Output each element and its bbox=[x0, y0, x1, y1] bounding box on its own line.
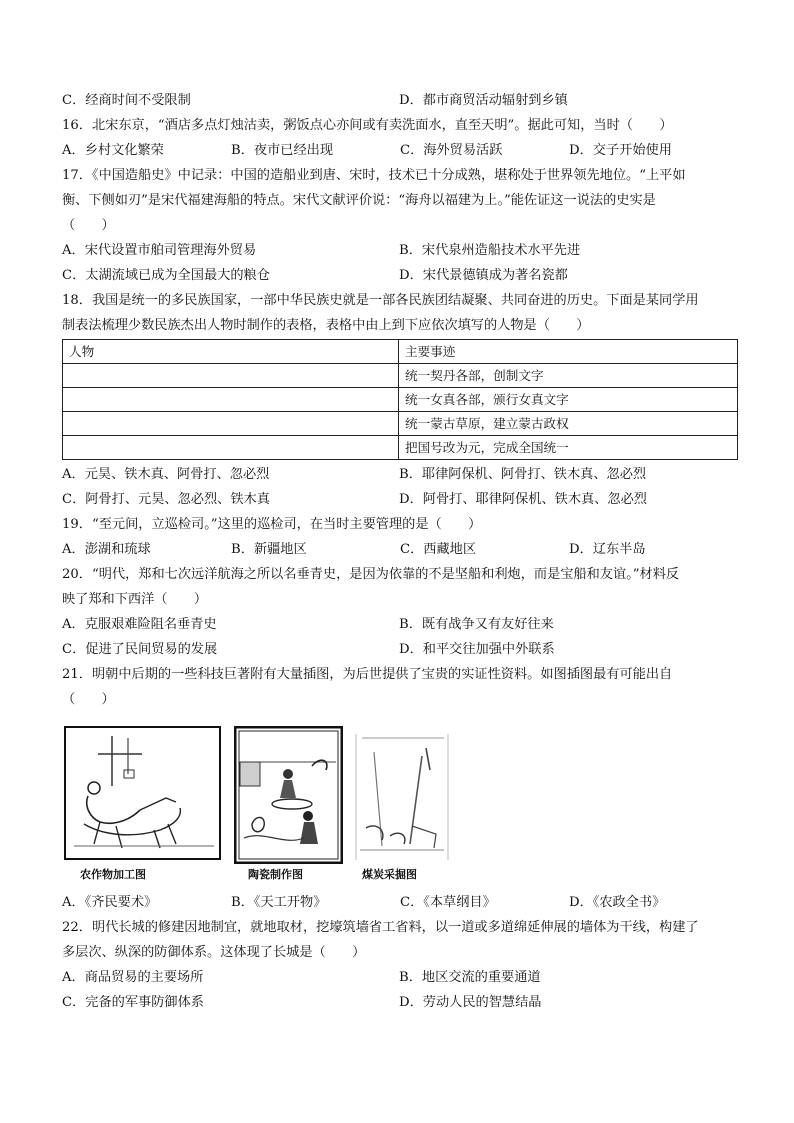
q20-option-c[interactable]: C．促进了民间贸易的发展 bbox=[62, 642, 218, 657]
q16-option-b[interactable]: B．夜市已经出现 bbox=[231, 143, 334, 158]
q17-option-d[interactable]: D．宋代景德镇成为著名瓷都 bbox=[399, 268, 568, 283]
coal-mining-illustration bbox=[352, 726, 452, 864]
q20-option-d[interactable]: D．和平交往加强中外联系 bbox=[399, 642, 555, 657]
q20-options-row1 bbox=[62, 612, 740, 637]
q17-options-row2 bbox=[62, 263, 740, 288]
q18-stem-line1: 18．我国是统一的多民族国家，一部中华民族史就是一部各民族团结凝聚、共同奋进的历史。下面是某同学用 bbox=[62, 293, 699, 308]
q19-option-c[interactable]: C．西藏地区 bbox=[400, 542, 477, 557]
q17-option-b[interactable]: B．宋代泉州造船技术水平先进 bbox=[399, 243, 581, 258]
q17-option-a[interactable]: A．宋代设置市舶司管理海外贸易 bbox=[62, 243, 257, 258]
q22-stem-line1: 22．明代长城的修建因地制宜，就地取材，挖壕筑墙省工省料，以一道或多道绵延伸展的墙体为干线，构建了 bbox=[62, 920, 699, 935]
table-row bbox=[63, 436, 738, 460]
table-cell-person bbox=[63, 364, 399, 388]
table-row bbox=[63, 388, 738, 412]
table-header-row bbox=[63, 340, 738, 364]
q17-option-c[interactable]: C．太湖流域已成为全国最大的粮仓 bbox=[62, 268, 270, 283]
q22-option-d[interactable]: D．劳动人民的智慧结晶 bbox=[399, 995, 542, 1010]
q18-option-d[interactable]: D．阿骨打、耶律阿保机、铁木真、忽必烈 bbox=[399, 492, 647, 507]
q21-stem-line1: 21．明朝中后期的一些科技巨著附有大量插图，为后世提供了宝贵的实证性资料。如图插图最有可能出自 bbox=[62, 667, 673, 682]
q22-stem-line2: 多层次、纵深的防御体系。这体现了长城是（ ） bbox=[62, 945, 366, 960]
q21-option-a[interactable]: A．《齐民要术》 bbox=[62, 895, 158, 910]
q17-stem-line2: 衡、下侧如刃”是宋代福建海船的特点。宋代文献评价说：“海舟以福建为上。”能佐证这一说法的史实是 bbox=[62, 193, 656, 208]
q20-stem-line1: 20．“明代，郑和七次远洋航海之所以名垂青史，是因为依靠的不是坚船和利炮，而是宝船和友谊。”材料反 bbox=[62, 567, 680, 582]
q21-options bbox=[62, 890, 740, 915]
table-row bbox=[63, 364, 738, 388]
q22-option-c[interactable]: C．完备的军事防御体系 bbox=[62, 995, 204, 1010]
table-cell-deeds: 统一契丹各部，创制文字 bbox=[399, 364, 738, 388]
table-cell-person bbox=[63, 436, 399, 460]
caption-coal-mining: 煤炭采掘图 bbox=[362, 868, 417, 881]
q15-option-c[interactable]: C．经商时间不受限制 bbox=[62, 93, 191, 108]
q20-options-row2 bbox=[62, 637, 740, 662]
q22-options-row1 bbox=[62, 965, 740, 990]
q18-table bbox=[62, 339, 738, 460]
q16-option-a[interactable]: A．乡村文化繁荣 bbox=[62, 143, 164, 158]
q21-illustrations bbox=[62, 712, 740, 890]
table-header-deeds: 主要事迹 bbox=[399, 340, 738, 364]
table-cell-deeds: 统一女真各部，颁行女真文字 bbox=[399, 388, 738, 412]
q22-option-a[interactable]: A．商品贸易的主要场所 bbox=[62, 970, 204, 985]
q19-option-a[interactable]: A．澎湖和琉球 bbox=[62, 542, 151, 557]
q21-option-d[interactable]: D．《农政全书》 bbox=[569, 895, 666, 910]
exam-page bbox=[62, 88, 740, 1015]
crop-processing-illustration bbox=[64, 726, 221, 860]
q16-stem: 16．北宋东京，“酒店多点灯烛沽卖，粥饭点心亦间或有卖洗面水，直至天明”。据此可知，当时（ ） bbox=[62, 118, 673, 133]
q15-option-d[interactable]: D．都市商贸活动辐射到乡镇 bbox=[399, 93, 568, 108]
q22-options-row2 bbox=[62, 990, 740, 1015]
q20-option-a[interactable]: A．克服艰难险阻名垂青史 bbox=[62, 617, 217, 632]
q16-options bbox=[62, 138, 740, 163]
caption-ceramics-making: 陶瓷制作图 bbox=[248, 868, 303, 881]
q20-option-b[interactable]: B．既有战争又有友好往来 bbox=[399, 617, 554, 632]
q18-option-a[interactable]: A．元昊、铁木真、阿骨打、忽必烈 bbox=[62, 467, 270, 482]
q18-option-c[interactable]: C．阿骨打、元昊、忽必烈、铁木真 bbox=[62, 492, 270, 507]
q18-option-b[interactable]: B．耶律阿保机、阿骨打、铁木真、忽必烈 bbox=[399, 467, 647, 482]
q17-options-row1 bbox=[62, 238, 740, 263]
table-cell-person bbox=[63, 388, 399, 412]
q21-stem-line2: （ ） bbox=[62, 692, 115, 707]
table-cell-deeds: 统一蒙古草原，建立蒙古政权 bbox=[399, 412, 738, 436]
table-cell-person bbox=[63, 412, 399, 436]
q22-option-b[interactable]: B．地区交流的重要通道 bbox=[399, 970, 541, 985]
q16-option-d[interactable]: D．交子开始使用 bbox=[569, 143, 672, 158]
q18-options-row1 bbox=[62, 462, 740, 487]
q15-options bbox=[62, 88, 740, 113]
q20-stem-line2: 映了郑和下西洋（ ） bbox=[62, 592, 208, 607]
q19-stem: 19．“至元间，立巡检司。”这里的巡检司，在当时主要管理的是（ ） bbox=[62, 517, 482, 532]
q19-option-b[interactable]: B．新疆地区 bbox=[231, 542, 307, 557]
ceramics-making-illustration bbox=[234, 726, 343, 864]
q18-stem-line2: 制表法梳理少数民族杰出人物时制作的表格，表格中由上到下应依次填写的人物是（ ） bbox=[62, 318, 590, 333]
caption-crop-processing: 农作物加工图 bbox=[80, 868, 146, 881]
table-row bbox=[63, 412, 738, 436]
table-cell-deeds: 把国号改为元，完成全国统一 bbox=[399, 436, 738, 460]
q16-option-c[interactable]: C．海外贸易活跃 bbox=[400, 143, 503, 158]
q21-option-c[interactable]: C．《本草纲目》 bbox=[400, 895, 496, 910]
q19-option-d[interactable]: D．辽东半岛 bbox=[569, 542, 646, 557]
q18-options-row2 bbox=[62, 487, 740, 512]
q17-stem-line1: 17．《中国造船史》中记录：中国的造船业到唐、宋时，技术已十分成熟，堪称处于世界领先地位。“上平如 bbox=[62, 168, 686, 183]
table-header-person: 人物 bbox=[63, 340, 399, 364]
q21-option-b[interactable]: B．《天工开物》 bbox=[231, 895, 327, 910]
q19-options bbox=[62, 537, 740, 562]
q17-stem-line3: （ ） bbox=[62, 218, 115, 233]
